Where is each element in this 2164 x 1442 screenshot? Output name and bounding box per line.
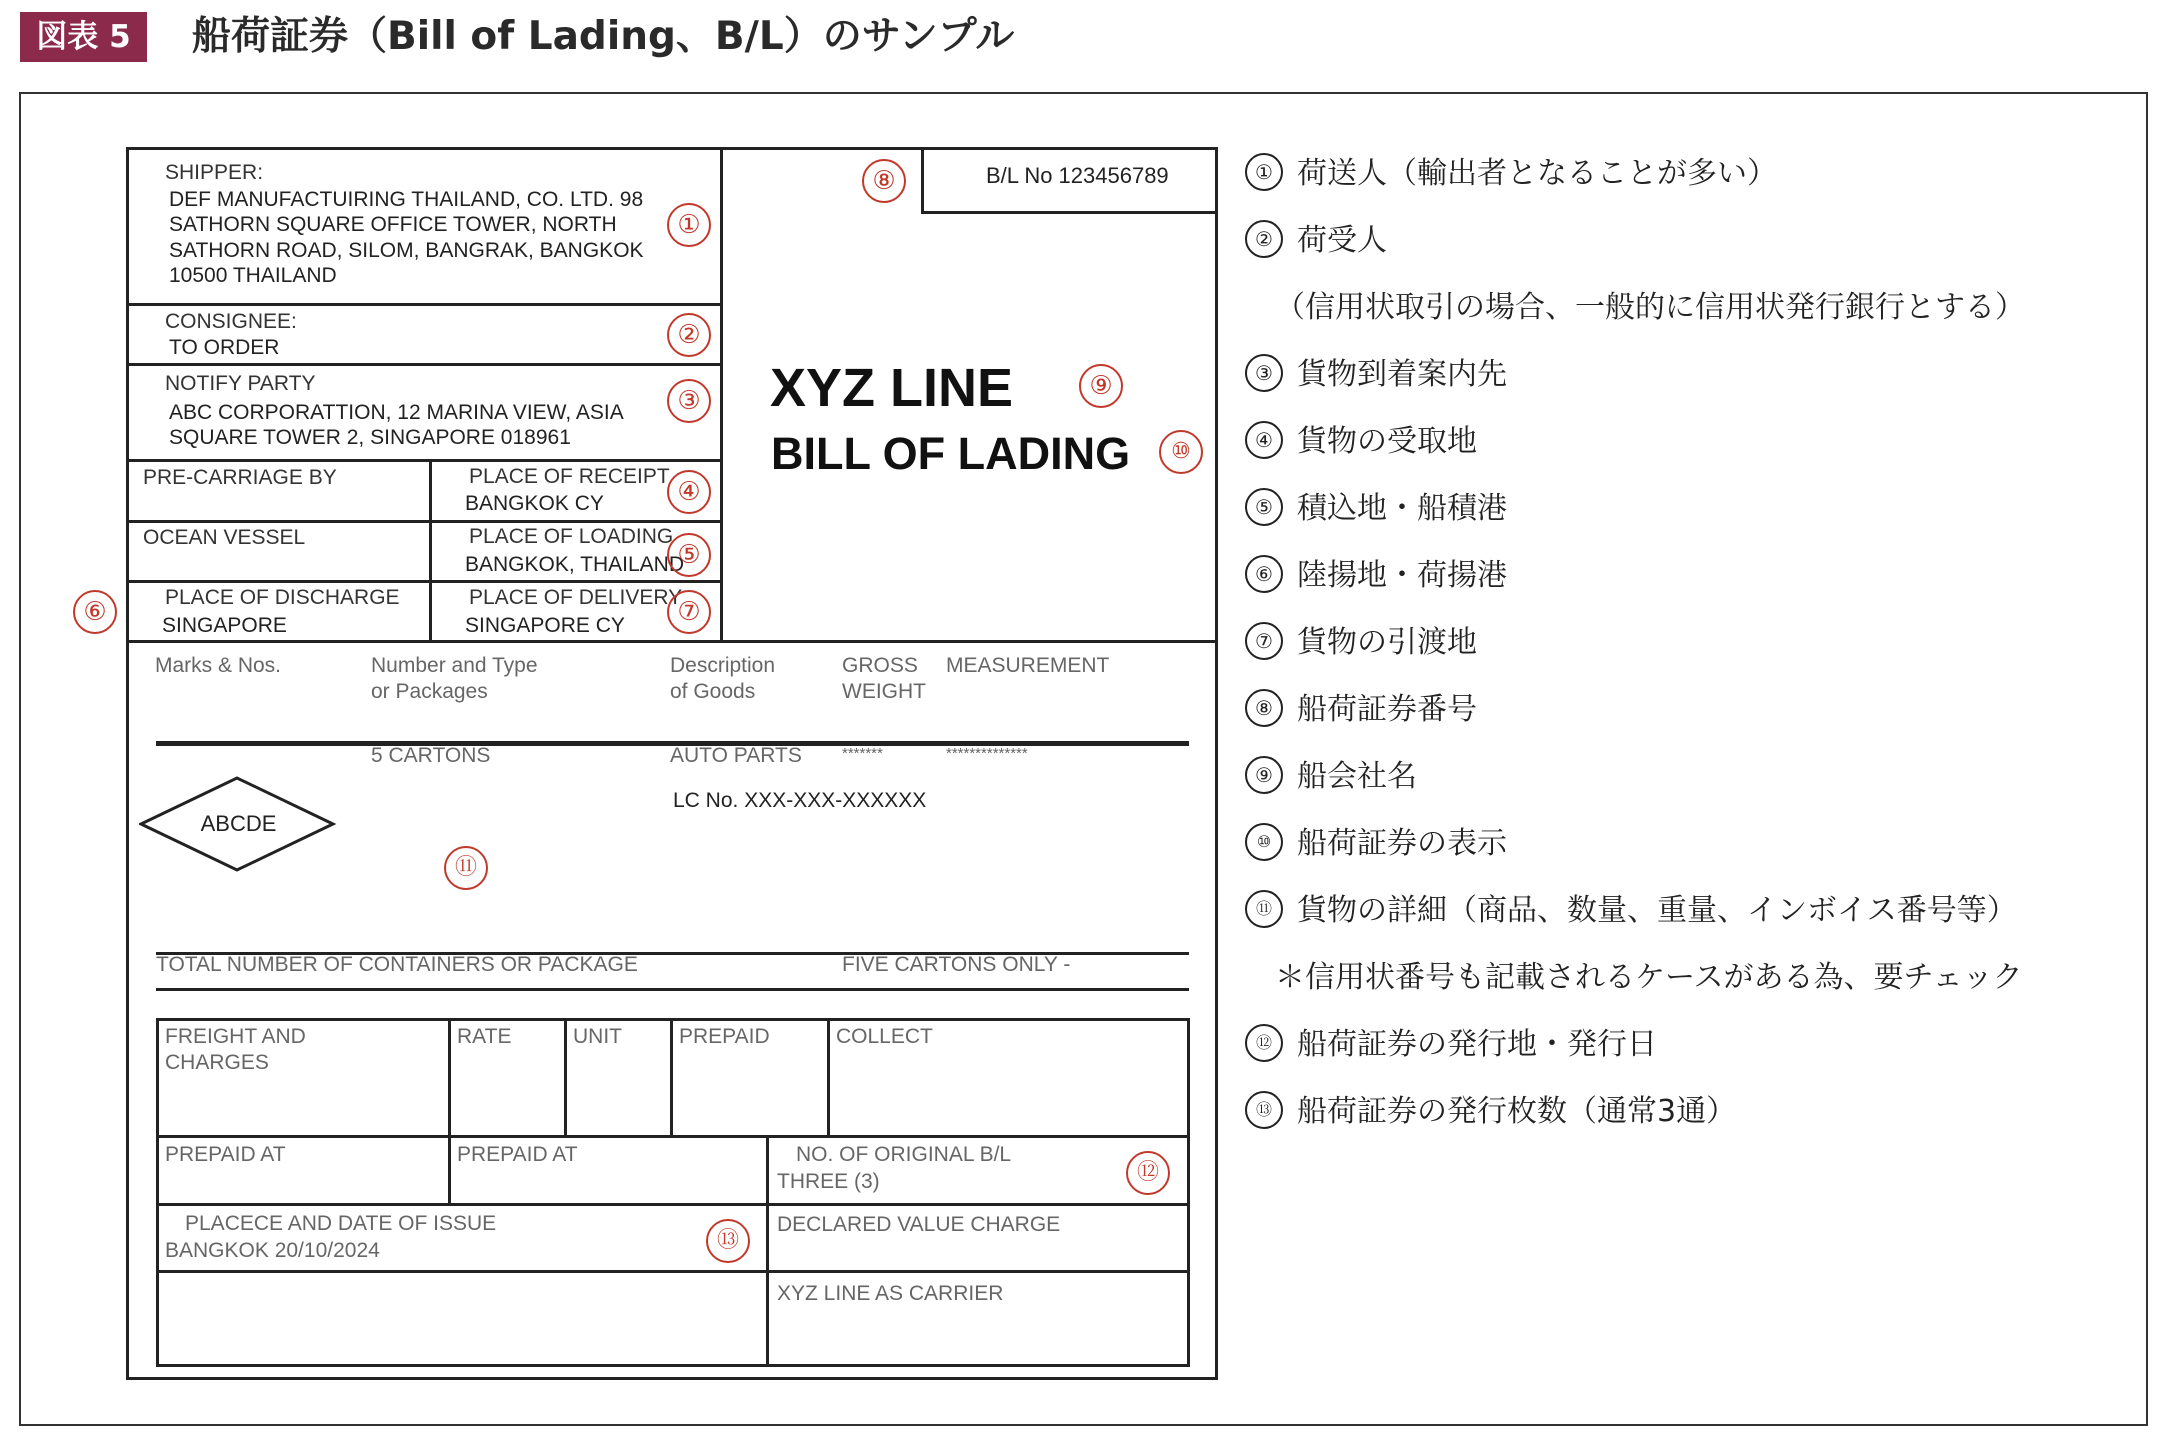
legend-number: ① [1245,153,1283,191]
legend-text: 陸揚地・荷揚港 [1297,558,1507,593]
lc-number: LC No. XXX-XXX-XXXXXX [673,789,927,812]
legend-number: ③ [1245,354,1283,392]
shipping-mark-text: ABCDE [200,811,277,836]
legend-number: ⑧ [1245,689,1283,727]
legend-item-5 [1245,489,1507,529]
row-line-1 [129,520,722,523]
delivery-label: PLACE OF DELIVERY [469,586,683,609]
freight-table [156,1018,1190,1367]
goods-packages: 5 CARTONS [371,744,491,767]
shipper-line-1: DEF MANUFACTUIRING THAILAND, CO. LTD. 98 [169,188,644,211]
legend-number: ⑥ [1245,555,1283,593]
ocean-vessel-label: OCEAN VESSEL [143,526,306,549]
issue-label: PLACECE AND DATE OF ISSUE [185,1212,497,1235]
legend-text: 船会社名 [1297,759,1417,794]
marker-12: ⑫ [1126,1151,1170,1195]
issue-value: BANGKOK 20/10/2024 [165,1239,380,1262]
legend-text: 荷受人 [1297,223,1387,258]
freight-row-line-2 [156,1203,1190,1206]
freight-row-line-3 [156,1270,1190,1273]
total-bottom-rule [156,988,1189,991]
receipt-label: PLACE OF RECEIPT [469,465,670,488]
legend-item-2-note [1275,288,2025,328]
freight-col-collect [827,1018,830,1137]
loading-label: PLACE OF LOADING [469,525,674,548]
legend-item-10 [1245,824,1507,864]
originals-label: NO. OF ORIGINAL B/L [796,1143,1012,1166]
legend-item-6 [1245,556,1507,596]
shipper-line-2: SATHORN SQUARE OFFICE TOWER, NORTH [169,213,617,236]
page-title: 船荷証券（Bill of Lading、B/L）のサンプル [192,14,1015,59]
total-label: TOTAL NUMBER OF CONTAINERS OR PACKAGE [156,953,638,976]
marker-5: ⑤ [667,533,711,577]
notify-bottom-line [129,459,722,462]
legend-item-11 [1245,891,2017,931]
legend-number: ⑤ [1245,488,1283,526]
legend-text: 貨物の詳細（商品、数量、重量、インボイス番号等） [1297,893,2017,928]
legend-item-3 [1245,355,1507,395]
legend-item-7 [1245,623,1477,663]
marker-11: ⑪ [444,846,488,890]
legend-item-1 [1245,154,1777,194]
consignee-bottom-line [129,363,722,366]
legend-text: 積込地・船積港 [1297,491,1507,526]
col-marks: Marks & Nos. [155,654,282,677]
freight-row-line-1 [156,1135,1190,1138]
goods-description: AUTO PARTS [670,744,802,767]
pre-carriage-label: PRE-CARRIAGE BY [143,466,337,489]
blno-box-bottom [921,211,1215,214]
delivery-value: SINGAPORE CY [465,614,625,637]
legend-number: ⑨ [1245,756,1283,794]
upper-section-bottom [129,640,1215,643]
legend-text: 荷送人（輸出者となることが多い） [1297,156,1777,191]
notify-line-1: ABC CORPORATTION, 12 MARINA VIEW, ASIA [169,401,624,424]
legend-number: ④ [1245,421,1283,459]
document-title: BILL OF LADING [771,428,1131,479]
col-number-l2: or Packages [371,680,488,703]
goods-gross: ******* [842,745,883,762]
col-gross-l1: GROSS [842,654,918,677]
discharge-label: PLACE OF DISCHARGE [165,586,400,609]
shipper-line-3: SATHORN ROAD, SILOM, BANGRAK, BANGKOK [169,239,644,262]
marker-3: ③ [667,379,711,423]
legend-item-12 [1245,1025,1657,1065]
bl-number: B/L No 123456789 [986,163,1169,188]
legend-number: ② [1245,220,1283,258]
legend-text: 船荷証券の表示 [1297,826,1507,861]
legend-text: 船荷証券番号 [1297,692,1477,727]
legend-text: 貨物の受取地 [1297,424,1477,459]
shipper-line-4: 10500 THAILAND [169,264,337,287]
receipt-value: BANGKOK CY [465,492,604,515]
legend-number: ⑬ [1245,1091,1283,1129]
discharge-value: SINGAPORE [162,614,287,637]
left-right-divider [720,150,723,643]
freight-unit: UNIT [573,1025,622,1048]
originals-value: THREE (3) [777,1170,880,1193]
freight-rate: RATE [457,1025,512,1048]
freight-prepaid: PREPAID [679,1025,770,1048]
marker-7: ⑦ [667,590,711,634]
col-measurement: MEASUREMENT [946,654,1110,677]
legend-text: 船荷証券の発行地・発行日 [1297,1027,1657,1062]
col-desc-l2: of Goods [670,680,756,703]
legend-text: 貨物到着案内先 [1297,357,1507,392]
marker-2: ② [667,313,711,357]
carrier-name: XYZ LINE [770,358,1014,418]
marker-4: ④ [667,470,711,514]
col-gross-l2: WEIGHT [842,680,926,703]
consignee-label: CONSIGNEE: [165,310,297,333]
legend-text: （信用状取引の場合、一般的に信用状発行銀行とする） [1275,290,2025,325]
marker-1: ① [667,203,711,247]
total-value: FIVE CARTONS ONLY - [842,953,1071,976]
blno-box-left [921,150,924,213]
legend-item-13 [1245,1092,1736,1132]
legend-item-4 [1245,422,1477,462]
legend-text: ＊信用状番号も記載されるケースがある為、要チェック [1275,960,2023,995]
legend-item-9 [1245,757,1417,797]
col-desc-l1: Description [670,654,776,677]
legend-item-8 [1245,690,1477,730]
route-mid-divider [429,459,432,643]
carrier-signature: XYZ LINE AS CARRIER [777,1282,1004,1305]
notify-line-2: SQUARE TOWER 2, SINGAPORE 018961 [169,426,571,449]
prepaid-at-1: PREPAID AT [165,1143,286,1166]
freight-col-unit [564,1018,567,1137]
loading-value: BANGKOK, THAILAND [465,553,685,576]
row-line-2 [129,580,722,583]
shipper-label: SHIPPER: [165,161,264,184]
prepaid-at-2: PREPAID AT [457,1143,578,1166]
freight-label-l1: FREIGHT AND [165,1025,306,1048]
figure-badge: 図表 5 [20,12,147,62]
marker-8: ⑧ [862,159,906,203]
freight-collect: COLLECT [836,1025,933,1048]
notify-label: NOTIFY PARTY [165,372,316,395]
shipper-bottom-line [129,303,722,306]
legend-text: 船荷証券の発行枚数（通常3通） [1297,1094,1737,1129]
marker-6: ⑥ [73,590,117,634]
freight-col-prepaid [670,1018,673,1137]
freight-col-right [766,1135,769,1367]
marker-10: ⑩ [1159,430,1203,474]
legend-number: ⑫ [1245,1024,1283,1062]
legend-item-11-note [1275,958,2023,998]
legend-number: ⑩ [1245,823,1283,861]
freight-label-l2: CHARGES [165,1051,269,1074]
legend-number: ⑪ [1245,890,1283,928]
marker-13: ⑬ [706,1219,750,1263]
consignee-value: TO ORDER [169,336,280,359]
legend-number: ⑦ [1245,622,1283,660]
declared-value-label: DECLARED VALUE CHARGE [777,1213,1061,1236]
marker-9: ⑨ [1079,364,1123,408]
freight-col-rate [448,1018,451,1205]
col-number-l1: Number and Type [371,654,538,677]
goods-measurement: ************** [946,745,1028,762]
legend-item-2 [1245,221,1387,261]
legend-text: 貨物の引渡地 [1297,625,1477,660]
